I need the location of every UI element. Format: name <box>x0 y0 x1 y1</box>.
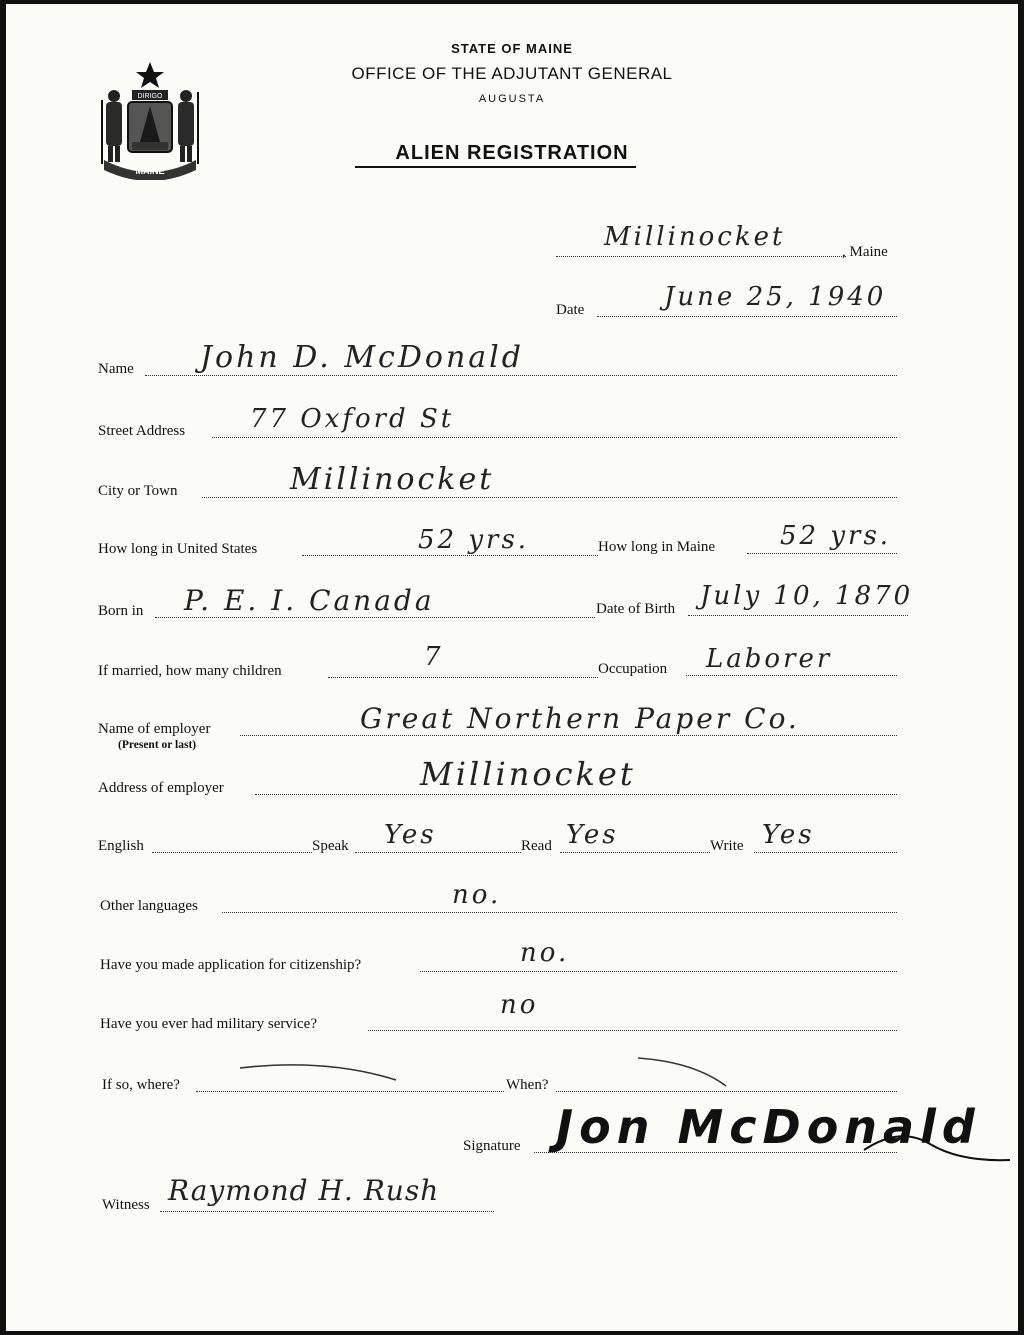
military-value: no <box>500 990 539 1020</box>
how-long-maine-line <box>747 553 897 554</box>
if-so-where-label: If so, where? <box>102 1077 180 1093</box>
witness-value: Raymond H. Rush <box>168 1174 440 1207</box>
dob-value: July 10, 1870 <box>700 581 914 611</box>
speak-line <box>355 852 521 853</box>
date-label: Date <box>556 302 585 318</box>
where-line <box>196 1091 504 1092</box>
name-value: John D. McDonald <box>200 340 524 375</box>
occupation-value: Laborer <box>706 644 833 674</box>
born-in-label: Born in <box>98 603 144 619</box>
how-long-maine-label: How long in Maine <box>598 539 716 555</box>
dob-line <box>688 615 908 616</box>
town-value: Millinocket <box>604 222 786 252</box>
town-line <box>556 256 846 257</box>
employer-address-label: Address of employer <box>98 780 224 796</box>
read-line <box>560 852 710 853</box>
seal-banner: MAINE <box>135 166 165 176</box>
title-underline <box>355 166 636 168</box>
name-line <box>145 375 897 376</box>
children-value: 7 <box>424 642 444 672</box>
military-label: Have you ever had military service? <box>100 1016 317 1032</box>
signature-label: Signature <box>463 1138 521 1154</box>
date-line <box>597 316 897 317</box>
children-line <box>328 677 598 678</box>
maine-label: , Maine <box>842 244 888 260</box>
city-label: City or Town <box>98 483 178 499</box>
street-line <box>212 437 897 438</box>
when-label: When? <box>506 1077 549 1093</box>
employer-note: (Present or last) <box>118 739 197 751</box>
how-long-us-value: 52 yrs. <box>418 525 530 555</box>
speak-label: Speak <box>312 838 349 854</box>
other-languages-label: Other languages <box>100 898 198 914</box>
read-value: Yes <box>566 820 619 850</box>
english-label: English <box>98 838 144 854</box>
english-line <box>152 852 312 853</box>
header-state: STATE OF MAINE <box>451 41 573 56</box>
citizenship-label: Have you made application for citizenship? <box>100 957 362 973</box>
witness-label: Witness <box>102 1197 150 1213</box>
other-languages-line <box>222 912 897 913</box>
employer-address-value: Millinocket <box>420 755 636 793</box>
how-long-us-line <box>302 555 598 556</box>
name-label: Name <box>98 361 134 377</box>
street-label: Street Address <box>98 423 186 439</box>
signature-tail-mark <box>860 1120 1020 1170</box>
employer-name-label: Name of employer <box>98 721 211 737</box>
header-city: AUGUSTA <box>478 93 546 105</box>
children-label: If married, how many children <box>98 663 282 679</box>
date-value: June 25, 1940 <box>664 282 887 312</box>
write-line <box>754 852 897 853</box>
street-value: 77 Oxford St <box>250 404 455 434</box>
citizenship-value: no. <box>520 938 570 968</box>
employer-address-line <box>255 794 897 795</box>
how-long-maine-value: 52 yrs. <box>780 521 892 551</box>
employer-name-value: Great Northern Paper Co. <box>360 702 800 735</box>
speak-value: Yes <box>384 820 437 850</box>
other-languages-value: no. <box>452 880 502 910</box>
when-dash-mark <box>634 1052 734 1092</box>
signature-value: Jon McDonald <box>556 1100 981 1154</box>
seal-motto: DIRIGO <box>137 93 163 100</box>
occupation-line <box>686 675 897 676</box>
city-line <box>202 497 897 498</box>
where-dash-mark <box>236 1058 406 1086</box>
dob-label: Date of Birth <box>596 601 676 617</box>
write-label: Write <box>710 838 744 854</box>
write-value: Yes <box>762 820 815 850</box>
read-label: Read <box>521 838 552 854</box>
born-in-value: P. E. I. Canada <box>184 584 435 617</box>
military-line <box>368 1030 897 1031</box>
employer-name-line <box>240 735 897 736</box>
form-title: ALIEN REGISTRATION <box>395 142 629 164</box>
header-office: OFFICE OF THE ADJUTANT GENERAL <box>351 64 673 83</box>
citizenship-line <box>420 971 897 972</box>
born-in-line <box>155 617 595 618</box>
how-long-us-label: How long in United States <box>98 541 258 557</box>
city-value: Millinocket <box>290 462 495 497</box>
witness-line <box>160 1211 494 1212</box>
occupation-label: Occupation <box>598 661 668 677</box>
